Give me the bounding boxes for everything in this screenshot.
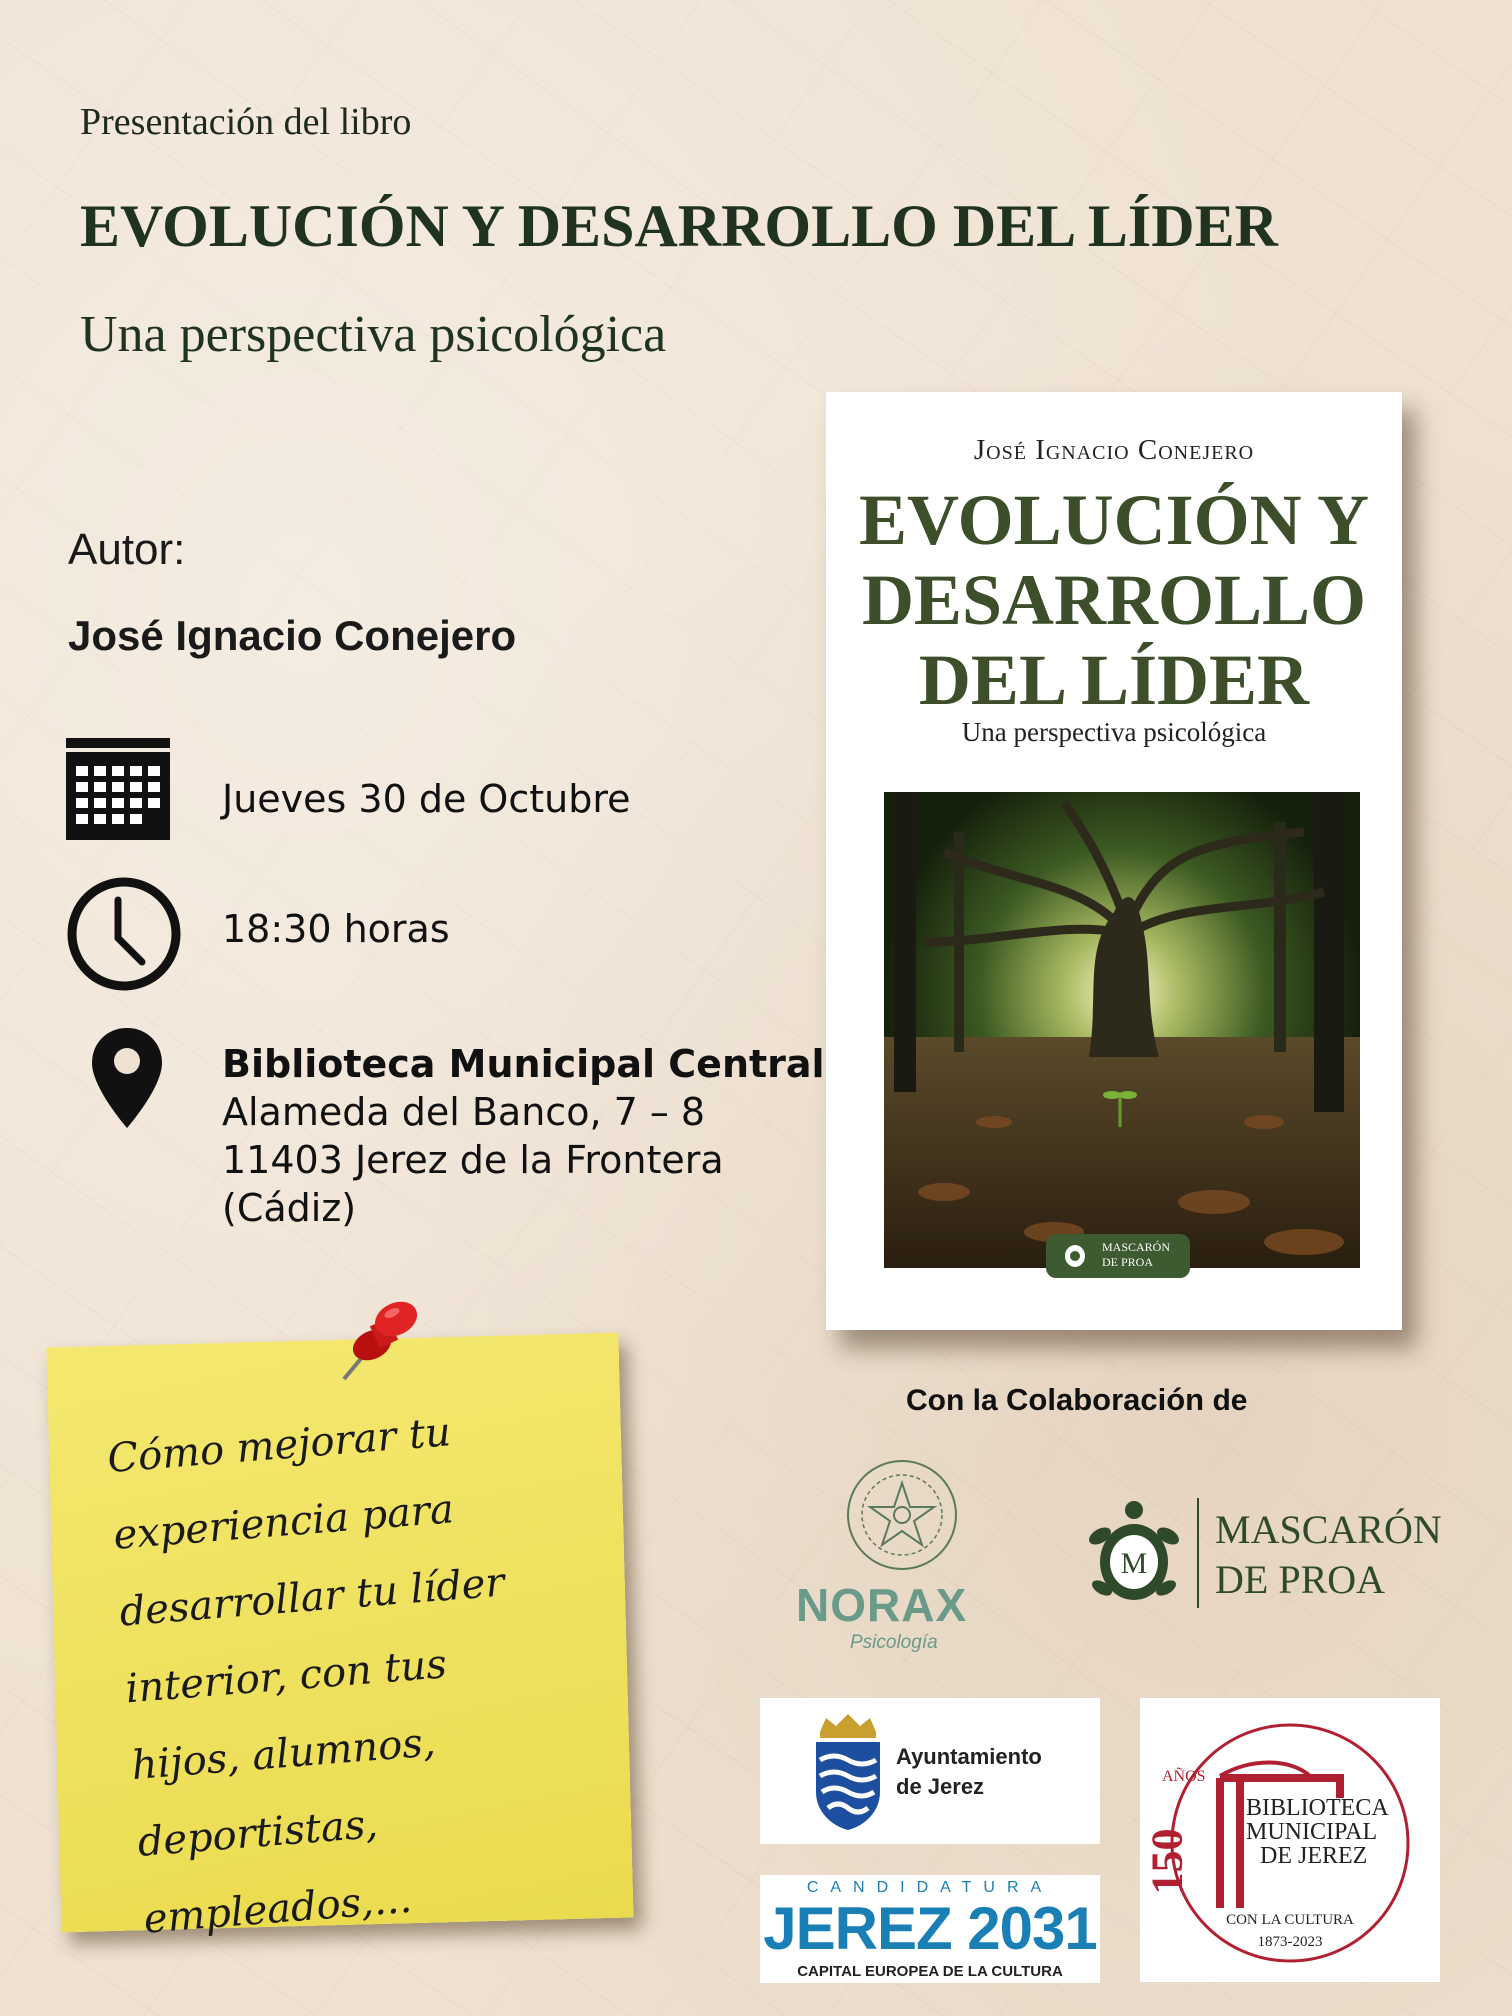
norax-logo-text: NORAX — [796, 1579, 968, 1631]
book-title-line1: EVOLUCIÓN Y — [859, 480, 1369, 560]
note-line: desarrollar tu líder — [117, 1559, 507, 1636]
book-title — [826, 480, 1402, 720]
clock-icon — [66, 876, 182, 992]
mascaron-line2: DE PROA — [1215, 1557, 1386, 1602]
biblio-name — [1246, 1796, 1389, 1868]
book-title-line3: DEL LÍDER — [918, 640, 1310, 720]
forest-tree-photo — [884, 792, 1360, 1268]
candidatura-text: CANDIDATURA — [806, 1879, 1054, 1896]
location-address-line2: 11403 Jerez de la Frontera — [222, 1138, 724, 1182]
turtle-icon — [1060, 1242, 1090, 1270]
mascaron-line1: MASCARÓN — [1215, 1507, 1442, 1552]
norax-logo-subtitle: Psicología — [850, 1632, 938, 1653]
mascaron-logo-text — [1215, 1505, 1442, 1605]
biblio-line2: MUNICIPAL — [1246, 1819, 1378, 1845]
event-date: Jueves 30 de Octubre — [222, 777, 631, 821]
biblio-line1: BIBLIOTECA — [1246, 1795, 1389, 1821]
biblio-con-la-cultura: CON LA CULTURA — [1226, 1912, 1354, 1928]
location-pin-icon — [92, 1028, 162, 1128]
calendar-icon — [66, 738, 170, 840]
mascaron-divider — [1197, 1498, 1199, 1608]
publisher-badge-text — [1102, 1240, 1170, 1270]
location-address-line1: Alameda del Banco, 7 – 8 — [222, 1090, 706, 1134]
book-author: José Ignacio Conejero — [973, 434, 1255, 466]
note-line: hijos, alumnos, — [129, 1719, 438, 1790]
biblio-line3: DE JEREZ — [1260, 1843, 1368, 1869]
ayuntamiento-line1: Ayuntamiento — [896, 1744, 1042, 1769]
author-label: Autor: — [68, 525, 186, 574]
ayuntamiento-text — [896, 1742, 1042, 1802]
collab-pre: Con la — [906, 1384, 998, 1417]
page-subtitle: Una perspectiva psicológica — [80, 306, 667, 363]
biblioteca-150-logo — [1140, 1698, 1440, 1982]
location-address-line3: (Cádiz) — [222, 1186, 357, 1230]
note-line: experiencia para — [111, 1486, 456, 1559]
sticky-note — [46, 1333, 633, 1943]
location-name: Biblioteca Municipal Central — [222, 1042, 825, 1086]
collab-post: de — [1212, 1384, 1248, 1417]
norax-emblem-icon — [842, 1455, 962, 1575]
jerez-shield-icon — [812, 1712, 884, 1832]
badge-line1: MASCARÓN — [1102, 1240, 1171, 1254]
note-line: empleados,... — [142, 1875, 414, 1943]
svg-text:M: M — [1120, 1547, 1148, 1580]
pushpin-icon — [330, 1295, 430, 1385]
collab-big: Colaboración — [1006, 1382, 1205, 1417]
capital-europea-text: CAPITAL EUROPEA DE LA CULTURA — [797, 1963, 1063, 1980]
turtle-logo-icon — [1088, 1500, 1180, 1606]
author-name: José Ignacio Conejero — [68, 612, 517, 659]
collaboration-heading — [906, 1382, 1247, 1418]
note-line: deportistas, — [136, 1801, 380, 1866]
jerez-2031-text: JEREZ 2031 — [763, 1895, 1097, 1962]
note-line: Cómo mejorar tu — [105, 1409, 453, 1483]
jerez-2031-logo — [760, 1875, 1100, 1983]
ayuntamiento-line2: de Jerez — [896, 1774, 985, 1799]
ayuntamiento-logo — [760, 1698, 1100, 1844]
book-subtitle: Una perspectiva psicológica — [961, 717, 1267, 747]
book-title-line2: DESARROLLO — [861, 560, 1367, 640]
biblio-years: 1873-2023 — [1257, 1934, 1323, 1950]
sticky-note-text — [105, 1383, 636, 1959]
event-location — [222, 1040, 825, 1232]
presentation-label: Presentación del libro — [80, 101, 412, 143]
biblio-anos: AÑOS — [1162, 1768, 1206, 1785]
note-line: interior, con tus — [123, 1641, 449, 1713]
publisher-badge — [1046, 1234, 1190, 1278]
book-cover — [826, 392, 1402, 1330]
biblio-150: 150 — [1142, 1828, 1192, 1895]
event-time: 18:30 horas — [222, 907, 450, 951]
page-title: EVOLUCIÓN Y DESARROLLO DEL LÍDER — [80, 193, 1278, 259]
badge-line2: DE PROA — [1102, 1255, 1154, 1269]
